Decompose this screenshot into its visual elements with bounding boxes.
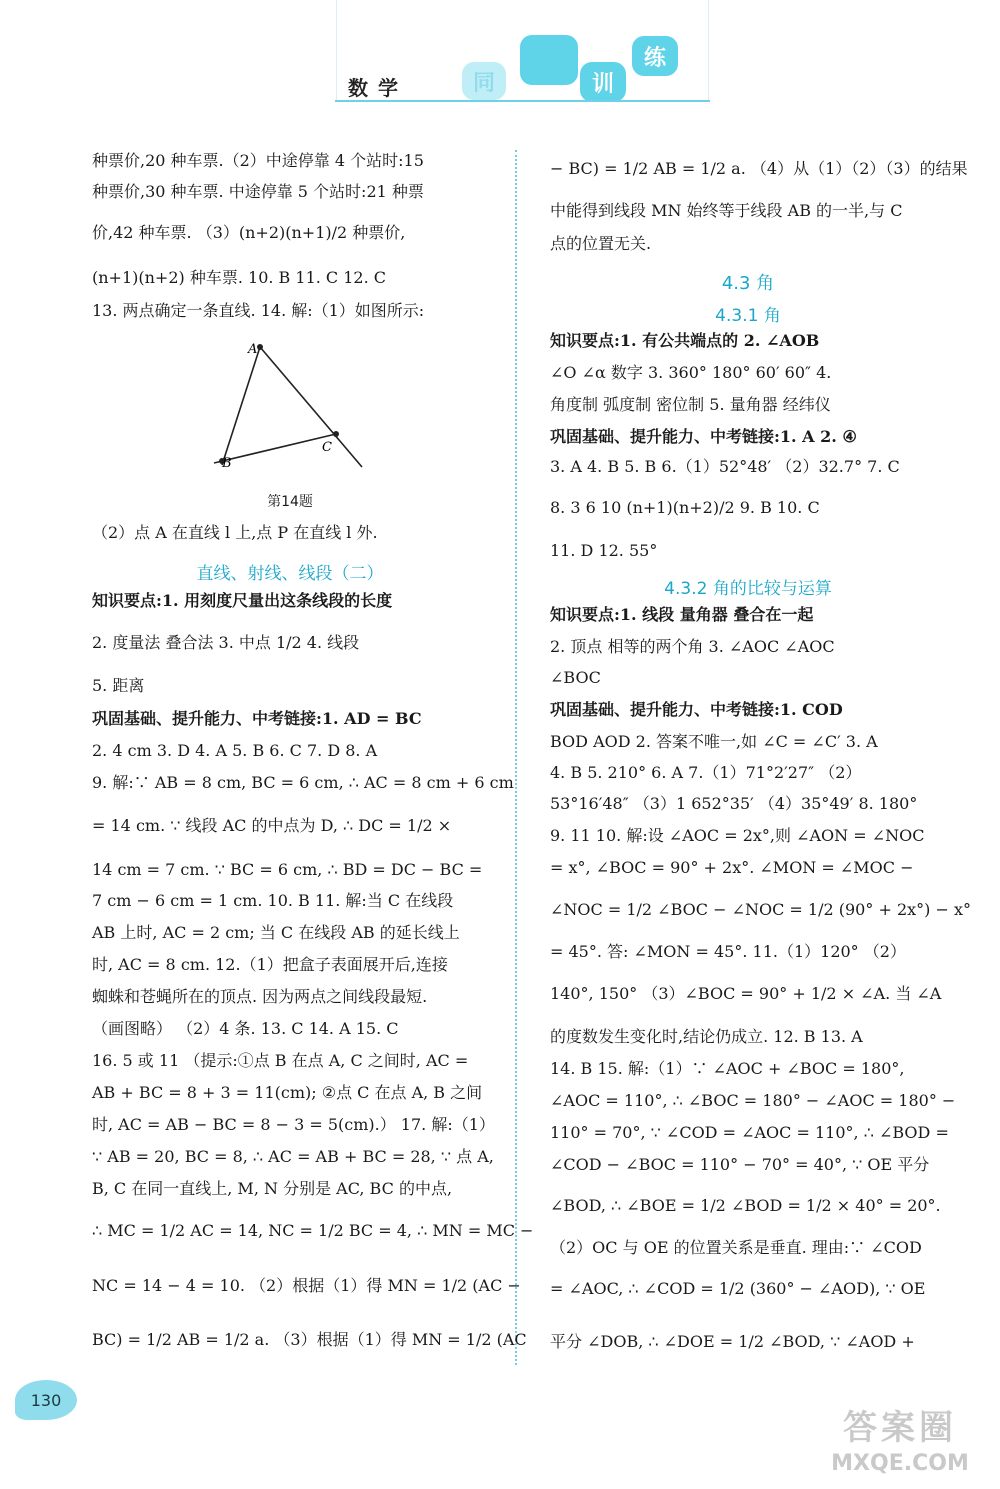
watermark — [805, 1405, 995, 1485]
text-line: 2. 度量法 叠合法 3. 中点 1/2 4. 线段 — [92, 633, 360, 652]
text-line: 13. 两点确定一条直线. 14. 解:（1）如图所示: — [92, 301, 425, 320]
text-line: 14 cm = 7 cm. ∵ BC = 6 cm, ∴ BD = DC − BC = — [92, 860, 483, 879]
text-line: 巩固基础、提升能力、中考链接:1. COD — [550, 700, 843, 719]
text-line: ∵ AB = 20, BC = 8, ∴ AC = AB + BC = 28, ∵ 点 A, — [92, 1147, 494, 1166]
section-title: 直线、射线、线段（二） — [196, 564, 384, 584]
subject-title: 数学 — [348, 76, 408, 100]
text-line: （2）OC 与 OE 的位置关系是垂直. 理由:∵ ∠COD — [550, 1238, 922, 1257]
text-line: 种票价,30 种车票. 中途停靠 5 个站时:21 种票 — [92, 182, 424, 201]
text-line: ∠BOC — [550, 668, 601, 687]
text-line: = x°, ∠BOC = 90° + 2x°. ∠MON = ∠MOC − — [550, 858, 914, 877]
text-line: 角度制 弧度制 密位制 5. 量角器 经纬仪 — [550, 395, 831, 414]
triangle-figure — [212, 335, 372, 470]
text-line: 4. B 5. 210° 6. A 7.（1）71°2′27″ （2） — [550, 763, 862, 782]
text-line: − BC) = 1/2 AB = 1/2 a. （4）从（1）（2）（3）的结果 — [550, 159, 968, 178]
text-line: 8. 3 6 10 (n+1)(n+2)/2 9. B 10. C — [550, 498, 820, 517]
text-line: 点的位置无关. — [550, 234, 652, 253]
label-a: A — [248, 342, 258, 357]
text-line: 110° = 70°, ∵ ∠COD = ∠AOC = 110°, ∴ ∠BOD = — [550, 1123, 949, 1142]
text-line: 时, AC = 8 cm. 12.（1）把盒子表面展开后,连接 — [92, 955, 448, 974]
text-line: 53°16′48″ （3）1 652°35′ （4）35°49′ 8. 180° — [550, 794, 918, 813]
section-title: 4.3 角 — [721, 273, 775, 294]
text-line: 价,42 种车票. （3）(n+2)(n+1)/2 种票价, — [92, 223, 406, 242]
text-line: 9. 11 10. 解:设 ∠AOC = 2x°,则 ∠AON = ∠NOC — [550, 826, 925, 845]
subsection-title: 4.3.2 角的比较与运算 — [664, 579, 832, 599]
header-char-2: 步 — [520, 35, 578, 85]
text-line: NC = 14 − 4 = 10. （2）根据（1）得 MN = 1/2 (AC − — [92, 1276, 521, 1295]
point-c — [333, 431, 339, 437]
text-line: 时, AC = AB − BC = 8 − 3 = 5(cm).） 17. 解:（1） — [92, 1115, 495, 1134]
text-line: ∠O ∠α 数字 3. 360° 180° 60′ 60″ 4. — [550, 363, 832, 382]
text-line: = ∠AOC, ∴ ∠COD = 1/2 (360° − ∠AOD), ∵ OE — [550, 1279, 926, 1298]
text-line: 的度数发生变化时,结论仍成立. 12. B 13. A — [550, 1027, 863, 1046]
watermark-cn: 答案圈 — [843, 1408, 957, 1448]
text-line: 14. B 15. 解:（1）∵ ∠AOC + ∠BOC = 180°, — [550, 1059, 905, 1078]
text-line: (n+1)(n+2) 种车票. 10. B 11. C 12. C — [92, 268, 387, 287]
page-header — [0, 0, 1000, 110]
text-line: = 45°. 答: ∠MON = 45°. 11.（1）120° （2） — [550, 942, 906, 961]
text-line: 140°, 150° （3）∠BOC = 90° + 1/2 × ∠A. 当 ∠A — [550, 984, 942, 1003]
text-line: = 14 cm. ∵ 线段 AC 的中点为 D, ∴ DC = 1/2 × — [92, 816, 452, 835]
text-line: 知识要点:1. 有公共端点的 2. ∠AOB — [550, 331, 820, 350]
column-divider — [515, 150, 517, 1365]
text-line: 7 cm − 6 cm = 1 cm. 10. B 11. 解:当 C 在线段 — [92, 891, 454, 910]
label-b: B — [222, 456, 232, 470]
text-line: 种票价,20 种车票.（2）中途停靠 4 个站时:15 — [92, 151, 424, 170]
text-line: 2. 4 cm 3. D 4. A 5. B 6. C 7. D 8. A — [92, 741, 378, 760]
segment-ab — [222, 347, 260, 465]
text-line: 2. 顶点 相等的两个角 3. ∠AOC ∠AOC — [550, 637, 835, 656]
text-line: 知识要点:1. 用刻度尺量出这条线段的长度 — [92, 591, 393, 610]
text-line: B, C 在同一直线上, M, N 分别是 AC, BC 的中点, — [92, 1179, 453, 1198]
page-number: 130 — [15, 1380, 77, 1420]
text-line: AB 上时, AC = 2 cm; 当 C 在线段 AB 的延长线上 — [92, 923, 460, 942]
text-line: 巩固基础、提升能力、中考链接:1. A 2. ④ — [550, 427, 857, 446]
text-line: ∠COD − ∠BOC = 110° − 70° = 40°, ∵ OE 平分 — [550, 1155, 930, 1174]
text-line: 平分 ∠DOB, ∴ ∠DOE = 1/2 ∠BOD, ∵ ∠AOD + — [550, 1332, 915, 1351]
header-char-1: 同 — [462, 62, 506, 100]
line-bc — [214, 434, 336, 463]
text-line: 中能得到线段 MN 始终等于线段 AB 的一半,与 C — [550, 201, 903, 220]
text-line: ∠BOD, ∴ ∠BOE = 1/2 ∠BOD = 1/2 × 40° = 20°. — [550, 1196, 941, 1215]
text-line: ∠NOC = 1/2 ∠BOC − ∠NOC = 1/2 (90° + 2x°) − x° — [550, 900, 971, 919]
header-rule — [335, 100, 710, 102]
text-line: 3. A 4. B 5. B 6.（1）52°48′ （2）32.7° 7. C — [550, 457, 900, 476]
text-line: 蜘蛛和苍蝇所在的顶点. 因为两点之间线段最短. — [92, 987, 428, 1006]
text-line: 巩固基础、提升能力、中考链接:1. AD = BC — [92, 709, 422, 728]
text-line: BOD AOD 2. 答案不唯一,如 ∠C = ∠C′ 3. A — [550, 732, 878, 751]
point-a — [257, 344, 263, 350]
text-line: 11. D 12. 55° — [550, 541, 658, 560]
watermark-en: MXQE.COM — [831, 1451, 969, 1476]
header-guide-line — [336, 0, 337, 100]
text-line: ∠AOC = 110°, ∴ ∠BOC = 180° − ∠AOC = 180° − — [550, 1091, 956, 1110]
text-line: AB + BC = 8 + 3 = 11(cm); ②点 C 在点 A, B 之间 — [92, 1083, 483, 1102]
text-line: 知识要点:1. 线段 量角器 叠合在一起 — [550, 605, 814, 624]
text-line: （2）点 A 在直线 l 上,点 P 在直线 l 外. — [92, 523, 378, 542]
header-char-4: 练 — [632, 36, 678, 76]
label-c: C — [322, 440, 332, 455]
text-line: 9. 解:∵ AB = 8 cm, BC = 6 cm, ∴ AC = 8 cm + 6 cm — [92, 773, 514, 792]
text-line: BC) = 1/2 AB = 1/2 a. （3）根据（1）得 MN = 1/2 (AC — [92, 1330, 527, 1349]
header-char-3: 训 — [580, 62, 626, 102]
subsection-title: 4.3.1 角 — [715, 306, 781, 326]
text-line: （画图略） （2）4 条. 13. C 14. A 15. C — [92, 1019, 399, 1038]
header-guide-line — [708, 0, 709, 100]
figure-caption: 第14题 — [267, 494, 313, 510]
text-line: 5. 距离 — [92, 676, 145, 695]
text-line: 16. 5 或 11 （提示:①点 B 在点 A, C 之间时, AC = — [92, 1051, 469, 1070]
text-line: ∴ MC = 1/2 AC = 14, NC = 1/2 BC = 4, ∴ MN = MC − — [92, 1221, 534, 1240]
